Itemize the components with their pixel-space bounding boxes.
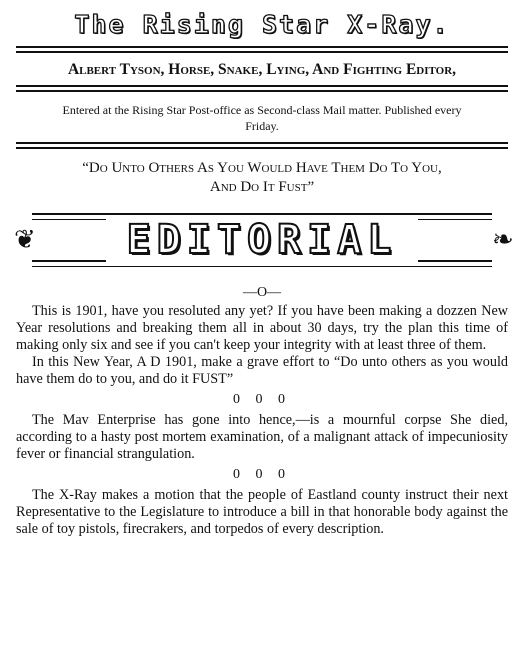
scroll-ornament-left-icon: ❦ — [14, 205, 32, 275]
motto-line-2: And Do It Fust” — [209, 179, 315, 195]
paragraph-motion: The X-Ray makes a motion that the people of Eastland county instruct their next Representative to the Legislature to introduce a bill in that honorable body against the sale of toy pistols, firecrakers, and torpedos of every description. — [16, 487, 508, 537]
section-divider: —O— — [242, 285, 282, 300]
motto — [36, 159, 488, 197]
paragraph-resolutions: This is 1901, have you resoluted any yet? If you have been making a dozzen New Year resolutions and breaking them all in about 30 days, try the plan this time of making only six and see if you can't keep your integrity with at least three of them. — [16, 303, 508, 353]
banner-title: EDITORIAL — [106, 215, 418, 265]
separator: 0 0 0 — [233, 467, 291, 482]
paragraph-enterprise: The Mav Enterprise has gone into hence,—is a mournful corpse She died, according to a hasty post mortem examination, of a malignant attack of impecuniosity fever or financial strangulation. — [16, 412, 508, 462]
editor-rule — [16, 85, 508, 92]
paragraph-new-year: In this New Year, A D 1901, make a grave effort to “Do unto others as you would have them do to you, and do it FUST” — [16, 354, 508, 387]
postal-notice: Entered at the Rising Star Post-office as Second-class Mail matter. Published every Friday. — [62, 103, 462, 133]
editorial-banner — [14, 205, 514, 275]
separator: 0 0 0 — [233, 392, 291, 407]
motto-line-1: “Do Unto Others As You Would Have Them Do To You, — [82, 160, 442, 176]
scroll-ornament-right-icon: ❧ — [492, 205, 510, 275]
masthead: The Rising Star X-Ray. — [74, 10, 450, 39]
editor-line: Albert Tyson, Horse, Snake, Lying, And Fighting Editor, — [67, 61, 457, 78]
masthead-rule — [16, 46, 508, 53]
notice-rule — [16, 142, 508, 149]
